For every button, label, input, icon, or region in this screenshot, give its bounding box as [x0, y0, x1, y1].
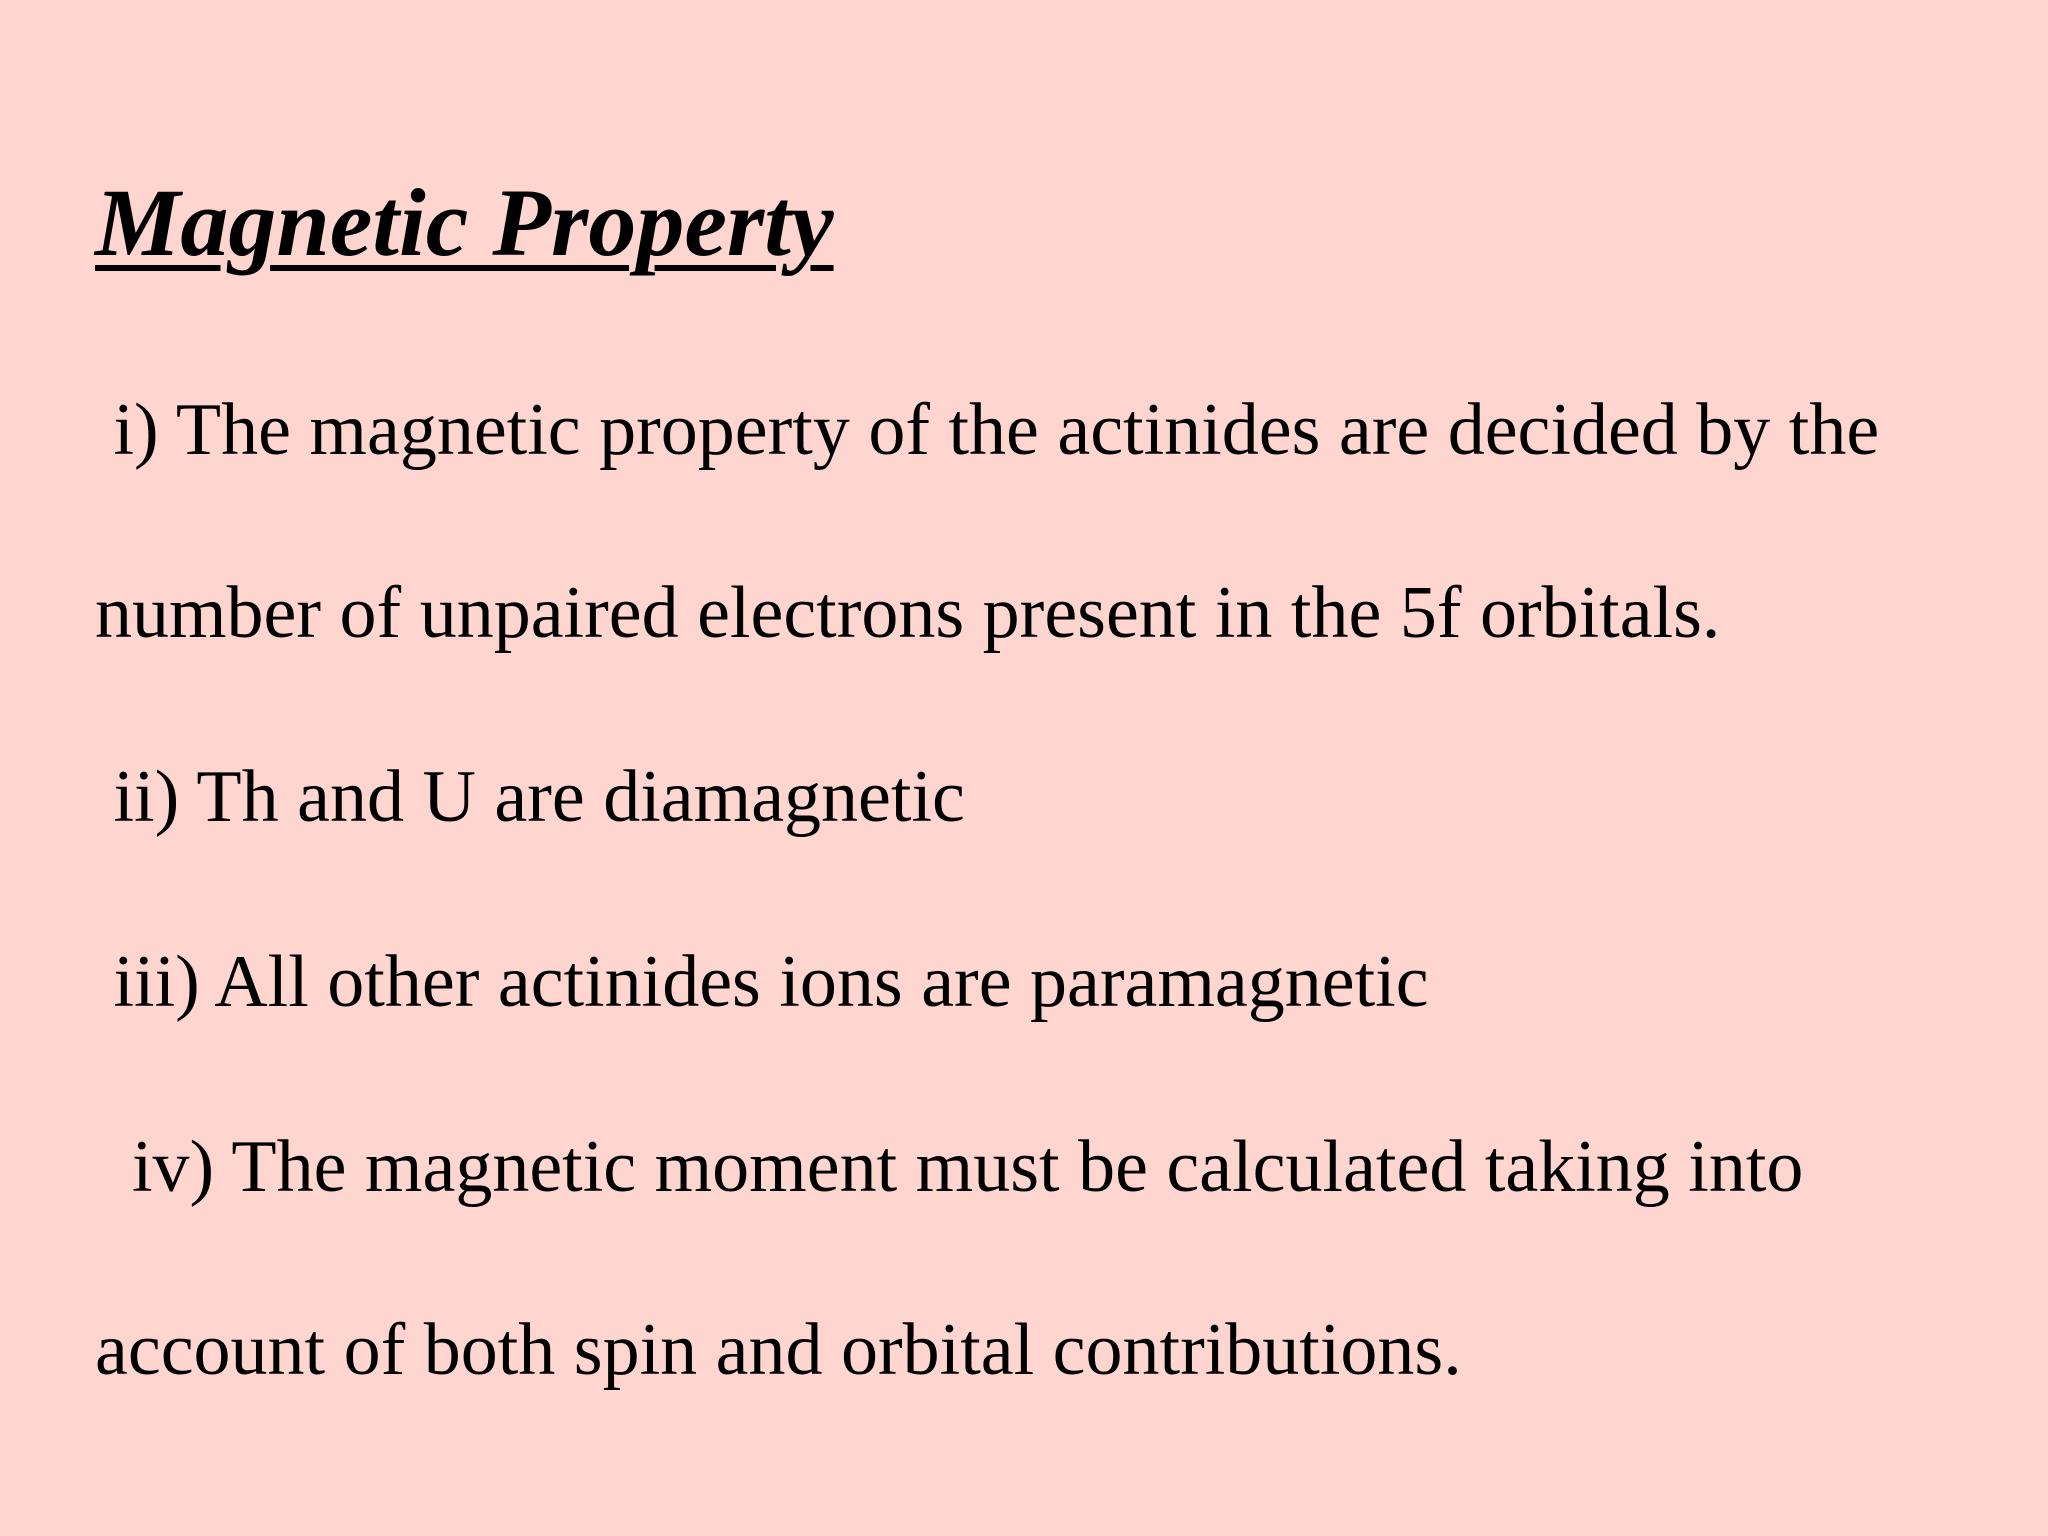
text-line: ii) Th and U are diamagnetic	[95, 756, 965, 838]
text-line: account of both spin and orbital contributions.	[95, 1309, 1462, 1391]
text-line: i) The magnetic property of the actinides are decided by the	[95, 389, 1880, 471]
text-line: iv) The magnetic moment must be calculated taking into	[95, 1126, 1804, 1208]
slide-title: Magnetic Property	[95, 169, 834, 276]
text-line: number of unpaired electrons present in the 5f orbitals.	[95, 572, 1721, 654]
text-line: iii) All other actinides ions are paramagnetic	[95, 941, 1429, 1023]
